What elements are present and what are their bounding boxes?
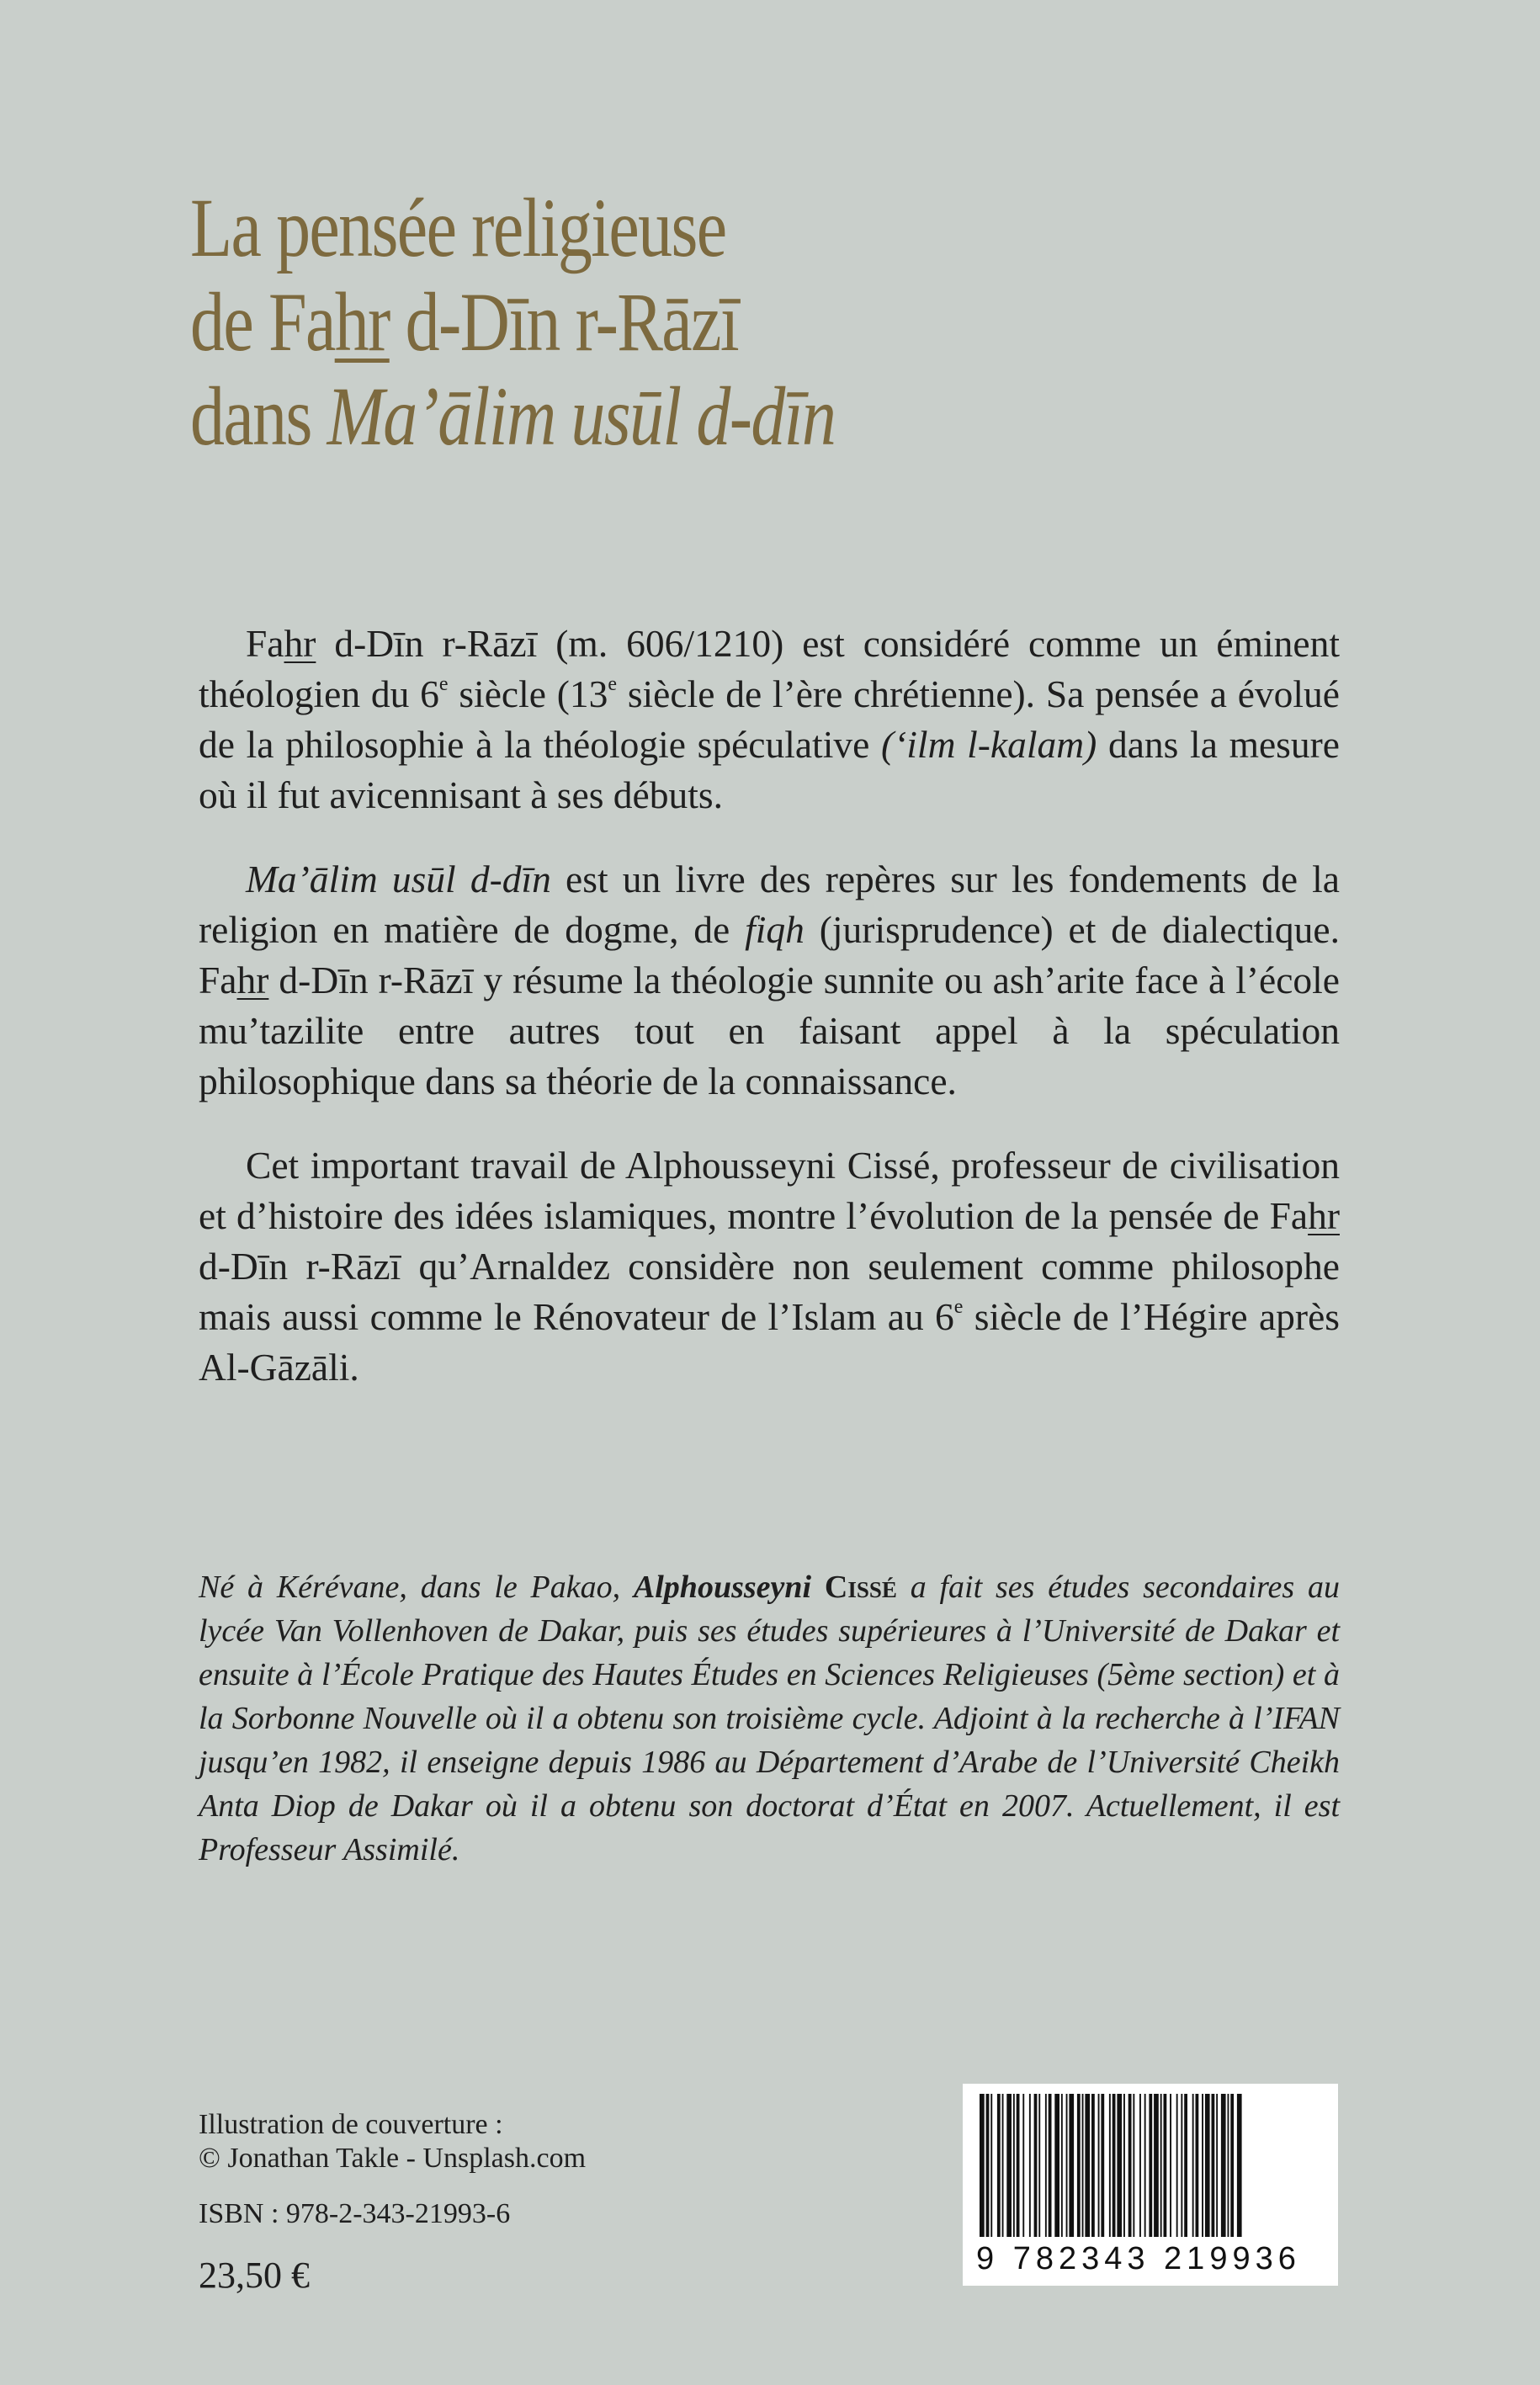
barcode-bar [980, 2094, 985, 2237]
barcode-bar [1128, 2094, 1132, 2237]
title-line-1: La pensée religieuse [190, 181, 726, 274]
barcode-bar [997, 2094, 1001, 2237]
barcode-bar [1196, 2094, 1199, 2237]
summary-paragraph-3: Cet important travail de Alphousseyni Cissé, professeur de civilisation et d’histoire des idées islamiques, montre l’évolution de la pensée de Fahr d-Dīn r-Rāzī qu’Arnaldez considère non seulement comme philosophe mais aussi comme le Rénovateur de l’Islam au 6e siècle de l’Hégire après Al-Gāzāli. [199, 1144, 1340, 1389]
barcode-bar [1230, 2094, 1234, 2237]
summary-text [199, 619, 1340, 1426]
price: 23,50 € [199, 2255, 310, 2296]
barcode-bar [1123, 2094, 1125, 2237]
barcode-bar [1098, 2094, 1100, 2237]
barcode-bar [1154, 2094, 1159, 2237]
author-bio: Né à Kérévane, dans le Pakao, Alphousseyni Cissé a fait ses études secondaires au lycée Van Vollenhoven de Dakar, puis ses études supérieures à l’Université de Dakar et ensuite à l’École Pratique des Hautes Études en Sciences Religieuses (5ème section) et à la Sorbonne Nouvelle où il a obtenu son troisième cycle. Adjoint à la recherche à l’IFAN jusqu’en 1982, il enseigne depuis 1986 au Département d’Arabe de l’Université Cheikh Anta Diop de Dakar où il a obtenu son doctorat d’État en 2007. Actuellement, il est Professeur Assimilé. [199, 1570, 1340, 1867]
barcode-bar [1061, 2094, 1063, 2237]
barcode-bar [1133, 2094, 1134, 2237]
barcode-bar [1022, 2094, 1024, 2237]
barcode-bar [1038, 2094, 1040, 2237]
barcode-bar [1170, 2094, 1171, 2237]
barcode-bar [1144, 2094, 1146, 2237]
credits-line-2: © Jonathan Takle - Unsplash.com [199, 2143, 587, 2174]
barcode-bar [1139, 2094, 1141, 2237]
barcode-bar [1192, 2094, 1194, 2237]
barcode-bar [1202, 2094, 1203, 2237]
barcode-bar [1228, 2094, 1229, 2237]
barcode-bar [1184, 2094, 1187, 2237]
barcode-bars [963, 2084, 1338, 2244]
title-line-2: de Fahr d-Dīn r-Rāzī [190, 275, 738, 369]
barcode-bar [1101, 2094, 1104, 2237]
barcode-bar [1113, 2094, 1116, 2237]
barcode-bar [1216, 2094, 1218, 2237]
barcode-bar [1117, 2094, 1122, 2237]
barcode-bar [1077, 2094, 1081, 2237]
barcode-bar [1013, 2094, 1015, 2237]
barcode-bar [1002, 2094, 1004, 2237]
book-title [190, 181, 1191, 464]
barcode-bar [1029, 2094, 1031, 2237]
barcode-bar [1212, 2094, 1215, 2237]
barcode-bar [1221, 2094, 1226, 2237]
barcode-bar [1082, 2094, 1084, 2237]
barcode-bar [986, 2094, 990, 2237]
barcode-bar [1085, 2094, 1090, 2237]
barcode-bar [1045, 2094, 1047, 2237]
summary-paragraph-2: Ma’ālim usūl d-dīn est un livre des repères sur les fondements de la religion en matière de dogme, de fiqh (jurisprudence) et de dialectique. Fahr d-Dīn r-Rāzī y résume la théologie sunnite ou ash’arite face à l’école mu’tazilite entre autres tout en faisant appel à la spéculation philosophique dans sa théorie de la connaissance. [199, 858, 1341, 1102]
barcode-digits: 9 782343 219936 [976, 2241, 1301, 2276]
barcode-bar [1176, 2094, 1178, 2237]
barcode-bar [1160, 2094, 1162, 2237]
barcode-bar [1237, 2094, 1242, 2237]
barcode-bar [990, 2094, 992, 2237]
credits-line-1: Illustration de couverture : [199, 2109, 503, 2140]
barcode-bar [1091, 2094, 1095, 2237]
barcode-bar [1181, 2094, 1182, 2237]
illustration-credits [199, 2108, 586, 2175]
barcode-bar [1034, 2094, 1038, 2237]
barcode-bar [1069, 2094, 1074, 2237]
isbn: ISBN : 978-2-343-21993-6 [199, 2198, 511, 2229]
barcode-bar [1205, 2094, 1210, 2237]
barcode-bar [1164, 2094, 1167, 2237]
barcode-bar [1017, 2094, 1020, 2237]
title-line-3: dans Ma’ālim usūl d-dīn [190, 369, 836, 463]
barcode-bar [1054, 2094, 1059, 2237]
barcode-bar [1109, 2094, 1111, 2237]
summary-paragraph-1: Fahr d-Dīn r-Rāzī (m. 606/1210) est considéré comme un éminent théologien du 6e siècle (13e siècle de l’ère chrétienne). Sa pensée a évolué de la philosophie à la théologie spéculative (‘ilm l-kalam) dans la mesure où il fut avicennisant à ses débuts. [199, 622, 1340, 816]
barcode-bar [1006, 2094, 1012, 2237]
barcode-bar [1149, 2094, 1152, 2237]
barcode-bar [1049, 2094, 1052, 2237]
barcode [963, 2084, 1338, 2286]
barcode-bar [1066, 2094, 1068, 2237]
